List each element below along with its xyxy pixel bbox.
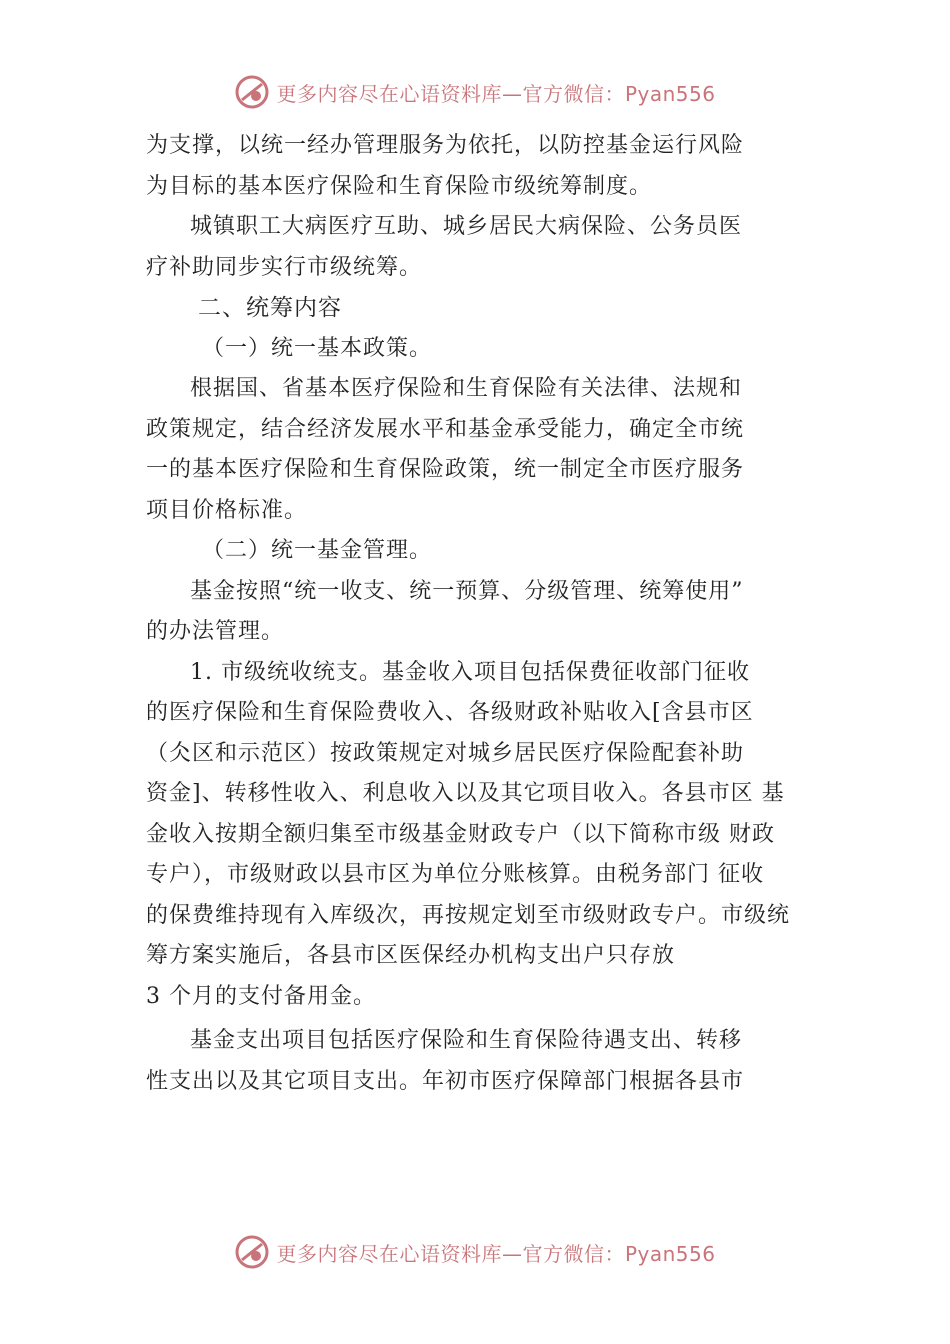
body-line: 专户），市级财政以县市区为单位分账核算。由税务部门 征收 bbox=[146, 862, 764, 887]
logo-icon bbox=[234, 1234, 270, 1270]
body-line: 为目标的基本医疗保险和生育保险市级统筹制度。 bbox=[146, 173, 653, 199]
footer-watermark bbox=[0, 1230, 950, 1274]
document-body bbox=[146, 126, 836, 1102]
body-line: 3 个月的支付备用金。 bbox=[146, 983, 376, 1009]
footer-watermark-text: 更多内容尽在心语资料库—官方微信：Pyan556 bbox=[276, 1241, 716, 1266]
body-line: 的保费维持现有入库级次，再按规定划至市级财政专户。市级统 bbox=[146, 902, 791, 928]
body-line: 筹方案实施后，各县市区医保经办机构支出户只存放 bbox=[146, 943, 676, 968]
body-line: 基金按照“统一收支、统一预算、分级管理、统筹使用” bbox=[190, 578, 744, 604]
subsection-heading: （二）统一基金管理。 bbox=[202, 538, 433, 563]
header-watermark-text: 更多内容尽在心语资料库—官方微信：Pyan556 bbox=[276, 81, 716, 106]
body-line: 的办法管理。 bbox=[146, 619, 285, 644]
logo-icon bbox=[234, 74, 270, 110]
body-line: 资金]、转移性收入、利息收入以及其它项目收入。各县市区 基 bbox=[146, 781, 785, 806]
body-line: 1. 市级统收统支。基金收入项目包括保费征收部门征收 bbox=[190, 659, 750, 685]
body-line: 项目价格标准。 bbox=[146, 497, 308, 523]
body-line: 金收入按期全额归集至市级基金财政专户（以下简称市级 财政 bbox=[146, 821, 775, 847]
body-line: （仌区和示范区）按政策规定对城乡居民医疗保险配套补助 bbox=[146, 740, 745, 766]
body-line: 政策规定，结合经济发展水平和基金承受能力，确定全市统 bbox=[146, 416, 745, 442]
body-line: 一的基本医疗保险和生育保险政策，统一制定全市医疗服务 bbox=[146, 457, 745, 482]
body-line: 城镇职工大病医疗互助、城乡居民大病保险、公务员医 bbox=[190, 214, 743, 239]
section-heading: 二、统筹内容 bbox=[198, 295, 342, 321]
header-watermark bbox=[0, 70, 950, 114]
body-line: 为支撑，以统一经办管理服务为依托，以防控基金运行风险 bbox=[146, 133, 745, 158]
subsection-heading: （一）统一基本政策。 bbox=[202, 335, 433, 361]
body-line: 根据国、省基本医疗保险和生育保险有关法律、法规和 bbox=[190, 376, 743, 401]
body-line: 基金支出项目包括医疗保险和生育保险待遇支出、转移 bbox=[190, 1028, 743, 1053]
body-line: 性支出以及其它项目支出。年初市医疗保障部门根据各县市 bbox=[146, 1068, 745, 1094]
body-line: 的医疗保险和生育保险费收入、各级财政补贴收入[含县市区 bbox=[146, 700, 754, 725]
body-line: 疗补助同步实行市级统筹。 bbox=[146, 254, 423, 280]
